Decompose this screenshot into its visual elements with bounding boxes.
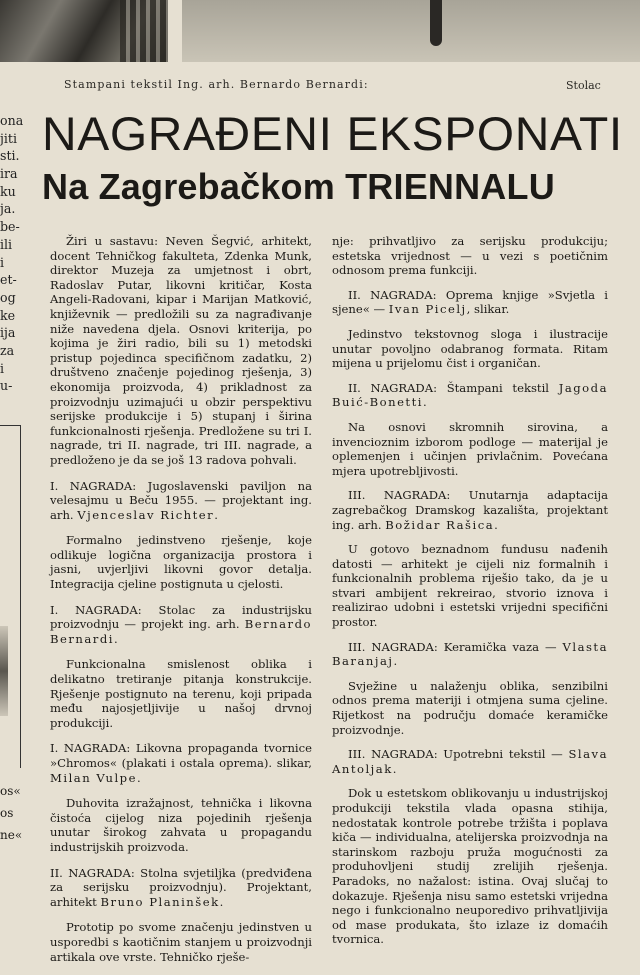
award-heading (50, 603, 312, 647)
article-subheadline: Na Zagrebačkom TRIENNALU (42, 166, 555, 207)
fragment-line: sti. (0, 148, 20, 164)
award-description: Svježine u nalaženju oblika, senzibilni odnos prema materiji i otmjena suma cjeline. Rijetkost na području domaće keramičke proizvodnje. (332, 678, 608, 737)
award-description: Na osnovi skromnih sirovina, a invencioznim izborom podloge — materijal je oplemenjen i učinjen privlačnim. Povećana mjera upotrebljivosti. (332, 419, 608, 478)
award-tail: . (219, 894, 224, 909)
award-author: Ivan Picelj (388, 302, 467, 317)
award-heading (50, 479, 312, 523)
fragment-line: be- (0, 219, 20, 235)
award-heading-text: III. NAGRADA: Upotrebni tekstil — (348, 747, 569, 762)
award-tail: . (214, 507, 218, 522)
award-description: Funkcionalna smislenost oblika i delikatno tretiranje pitanja konstrukcije. Rješenje postignuto na terenu, koji pripada među najosjetljivije u našoj drvnoj produkciji. (50, 657, 312, 730)
fragment-line: ira (0, 166, 18, 182)
left-column-fragments (0, 112, 28, 395)
award-author: Bernardo Bernardi (50, 617, 312, 646)
fragment-line: u- (0, 378, 13, 394)
award-heading (50, 866, 312, 910)
fragment-line: i (0, 360, 5, 376)
fragment-line: og (0, 289, 16, 305)
award-heading-text: I. NAGRADA: Stolac za industrijsku proizvodnju — projekt ing. arh. (50, 602, 312, 632)
award-description: Jedinstvo tekstovnog sloga i ilustracije unutar povoljno odabranog formata. Ritam mijena u prijelomu čist i organičan. (332, 326, 608, 371)
award-heading-text: II. NAGRADA: Stolna svjetiljka (predviđena za serijsku proizvodnju). Projektant, arhitekt (50, 865, 312, 909)
fragment-line: jiti (0, 130, 18, 146)
award-tail: . (422, 395, 427, 410)
photo-left (0, 0, 168, 62)
award-author: Jagoda Buić-Bonetti (332, 380, 608, 410)
award-description: Dok u estetskom oblikovanju u industrijskoj produkciji tekstila vlada opasna stihija, nedostatak kontrole potrebe tržišta i poplava kiča — individualna, atelijerska proizvodnja na starinskom razboju pruža mogućnosti za produhovljeni studij zrelijih rješenja. Paradoks, no nažalost: istina. Ovaj slučaj to dokazuje. Rješenja nisu samo estetski vrijedna nego i funkcionalno neuporedivo prihvatljivija od mase produkata, što izlaze iz domaćih tvornica. (332, 786, 608, 947)
award-tail: . (494, 517, 498, 532)
award-heading (50, 741, 312, 785)
award-description: Prototip po svome značenju jedinstven u usporedbi s kaotičnim stanjem u proizvodnji artikala ove vrste. Tehničko rješe- (50, 920, 312, 964)
award-author: Vjenceslav Richter (77, 507, 215, 522)
award-description: Duhovita izražajnost, tehnička i likovna čistoća cijelog niza pojedinih rješenja unutar širokog zahvata u propagandu industrijskih proizvoda. (50, 796, 312, 854)
award-heading-text: I. NAGRADA: Jugoslavenski paviljon na velesajmu u Beču 1955. — projektant ing. arh. (50, 478, 312, 522)
award-heading-text: II. NAGRADA: Oprema knjige »Svjetla i sjene« — (332, 287, 608, 317)
fragment-line: ja. (0, 201, 16, 217)
fragment-line: ili (0, 236, 13, 252)
award-tail: , slikar. (466, 302, 510, 317)
fragment-line: ne« (0, 828, 23, 842)
award-author: Božidar Rašica (385, 517, 495, 532)
fragment-line: i (0, 254, 5, 270)
award-tail: . (136, 770, 141, 785)
award-heading-text: III. NAGRADA: Unutarnja adaptacija zagrebačkog Dramskog kazališta, projektant ing. arh. (332, 488, 608, 532)
fragment-line: os« (0, 784, 21, 798)
fragment-line: et- (0, 272, 17, 288)
fragment-line: za (0, 342, 15, 358)
award-description: U gotovo beznadnom fundusu nađenih datosti — arhitekt je cijeli niz formalnih i funkcionalnih problema riješio tako, da je u stvari ambijent rekreirao, stvorio iznova i realizirao udobni i estetski vrijedni specifični prostor. (332, 542, 608, 630)
article-column-right (332, 234, 608, 957)
award-heading (332, 640, 608, 669)
article-headline: NAGRAĐENI EKSPONATI (42, 107, 623, 160)
award-heading (332, 488, 608, 532)
photo-caption-right: Stolac (566, 79, 601, 92)
fragment-line: ke (0, 307, 16, 323)
continued-paragraph: nje: prihvatljivo za serijsku produkciju; estetska vrijednost — u vezi s poetičnim odnosom prema funkciji. (332, 234, 608, 278)
award-description: Formalno jedinstveno rješenje, koje odlikuje logična organizacija prostora i jasni, uvjerljivi likovni govor detalja. Integracija cjeline postignuta u cjelosti. (50, 533, 312, 592)
fragment-line: os (0, 806, 14, 820)
left-footer-fragments (0, 780, 28, 846)
award-heading (332, 288, 608, 317)
award-heading (332, 747, 608, 776)
photo-right (182, 0, 640, 62)
photo-caption: Stampani tekstil Ing. arh. Bernardo Bernardi: (64, 78, 369, 91)
award-heading-text: III. NAGRADA: Keramička vaza — (348, 639, 563, 654)
award-heading-text: I. NAGRADA: Likovna propaganda tvornice »Chromos« (plakati i ostala oprema). slikar, (50, 741, 312, 770)
intro-paragraph: Žiri u sastavu: Neven Šegvić, arhitekt, docent Tehničkog fakulteta, Zdenka Munk, direktor Muzeja za umjetnost i obrt, Radoslav Putar, likovni kritičar, Kosta Angeli-Radovani, kipar i Marijan Matković, književnik — predložili su za nagrađivanje niže navedena djela. Osnovi kriterija, po kojima je žiri radio, bili su 1) metodski pristup pojedinca specifičnom zadatku, 2) društveno značenje pojedinog rješenja, 3) ekonomija proizvoda, 4) prikladnost za proizvodnju uzimajući u obzir perspektivu serijske produkcije i 5) stupanj i širina funkcionalnosti rješenja. Predložene su tri I. nagrade, tri II. nagrade, tri III. nagrade, a predloženo je da se još 13 radova pohvali. (50, 234, 312, 467)
fragment-line: ona (0, 113, 24, 128)
award-tail: . (392, 761, 397, 776)
left-image-frame (0, 425, 21, 768)
award-author: Bruno Planinšek (100, 894, 220, 909)
award-author: Milan Vulpe (50, 770, 137, 785)
fragment-line: ija (0, 325, 16, 341)
award-heading-text: II. NAGRADA: Štampani tekstil (348, 380, 559, 395)
award-author: Slava Antoljak (332, 747, 608, 776)
award-author: Vlasta Baranjaj (332, 639, 608, 669)
award-heading (332, 381, 608, 410)
award-tail: . (113, 631, 118, 646)
article-column-left (50, 234, 312, 975)
award-tail: . (393, 654, 398, 669)
fragment-line: ku (0, 183, 16, 199)
